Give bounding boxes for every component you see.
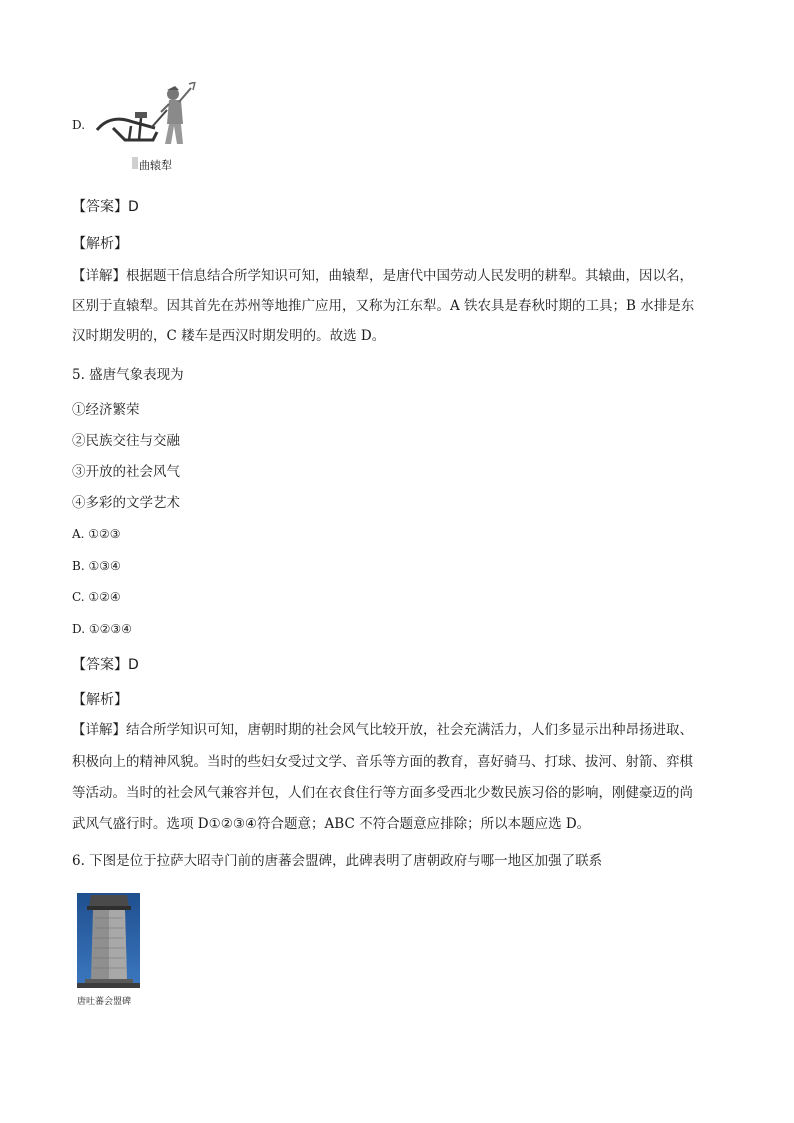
q5-answer: 【答案】D	[72, 657, 139, 673]
q4-answer: 【答案】D	[72, 199, 139, 215]
q5-item-1: ①经济繁荣	[72, 402, 140, 418]
q5-option-b: B. ①③④	[72, 559, 121, 573]
q4-analysis-title: 【解析】	[72, 236, 128, 252]
q5-option-d: D. ①②③④	[72, 622, 132, 636]
q5-detail-line-2: 积极向上的精神风貌。当时的些妇女受过文学、音乐等方面的教育，喜好骑马、打球、拔河、射箭、弈棋	[72, 754, 693, 770]
stele-caption: 唐吐蕃会盟碑	[77, 997, 132, 1007]
q5-stem: 5. 盛唐气象表现为	[72, 367, 184, 383]
q5-item-3: ③开放的社会风气	[72, 464, 180, 480]
plough-caption: 曲辕犁	[139, 159, 172, 172]
q5-option-c: C. ①②④	[72, 590, 121, 604]
q4-detail-line-3: 汉时期发明的，C 耧车是西汉时期发明的。故选 D。	[72, 328, 386, 344]
q4-detail-line-2: 区别于直辕犁。因其首先在苏州等地推广应用，又称为江东犁。A 铁农具是春秋时期的工具；B 水排是东	[72, 298, 695, 314]
q5-detail-line-4: 武风气盛行时。选项 D①②③④符合题意；ABC 不符合题意应排除；所以本题应选 D。	[72, 816, 591, 832]
q5-option-a: A. ①②③	[72, 527, 121, 541]
q5-item-4: ④多彩的文学艺术	[72, 495, 180, 511]
q4-detail-line-1: 【详解】根据题干信息结合所学知识可知，曲辕犁，是唐代中国劳动人民发明的耕犁。其辕曲，因以名，	[72, 268, 693, 284]
q5-detail-line-1: 【详解】结合所学知识可知，唐朝时期的社会风气比较开放，社会充满活力，人们多显示出种昂扬进取、	[72, 722, 693, 738]
q6-stem: 6. 下图是位于拉萨大昭寺门前的唐蕃会盟碑，此碑表明了唐朝政府与哪一地区加强了联系	[72, 853, 603, 869]
q5-detail-line-3: 等活动。当时的社会风气兼容并包，人们在衣食住行等方面多受西北少数民族习俗的影响，刚健豪迈的尚	[72, 785, 693, 801]
option-d-label: D.	[72, 118, 86, 132]
q5-item-2: ②民族交往与交融	[72, 433, 180, 449]
q5-analysis-title: 【解析】	[72, 692, 128, 708]
caption-marker	[132, 157, 138, 169]
curved-plough-illustration	[95, 82, 200, 154]
tang-tubo-stele-photo	[77, 893, 140, 988]
